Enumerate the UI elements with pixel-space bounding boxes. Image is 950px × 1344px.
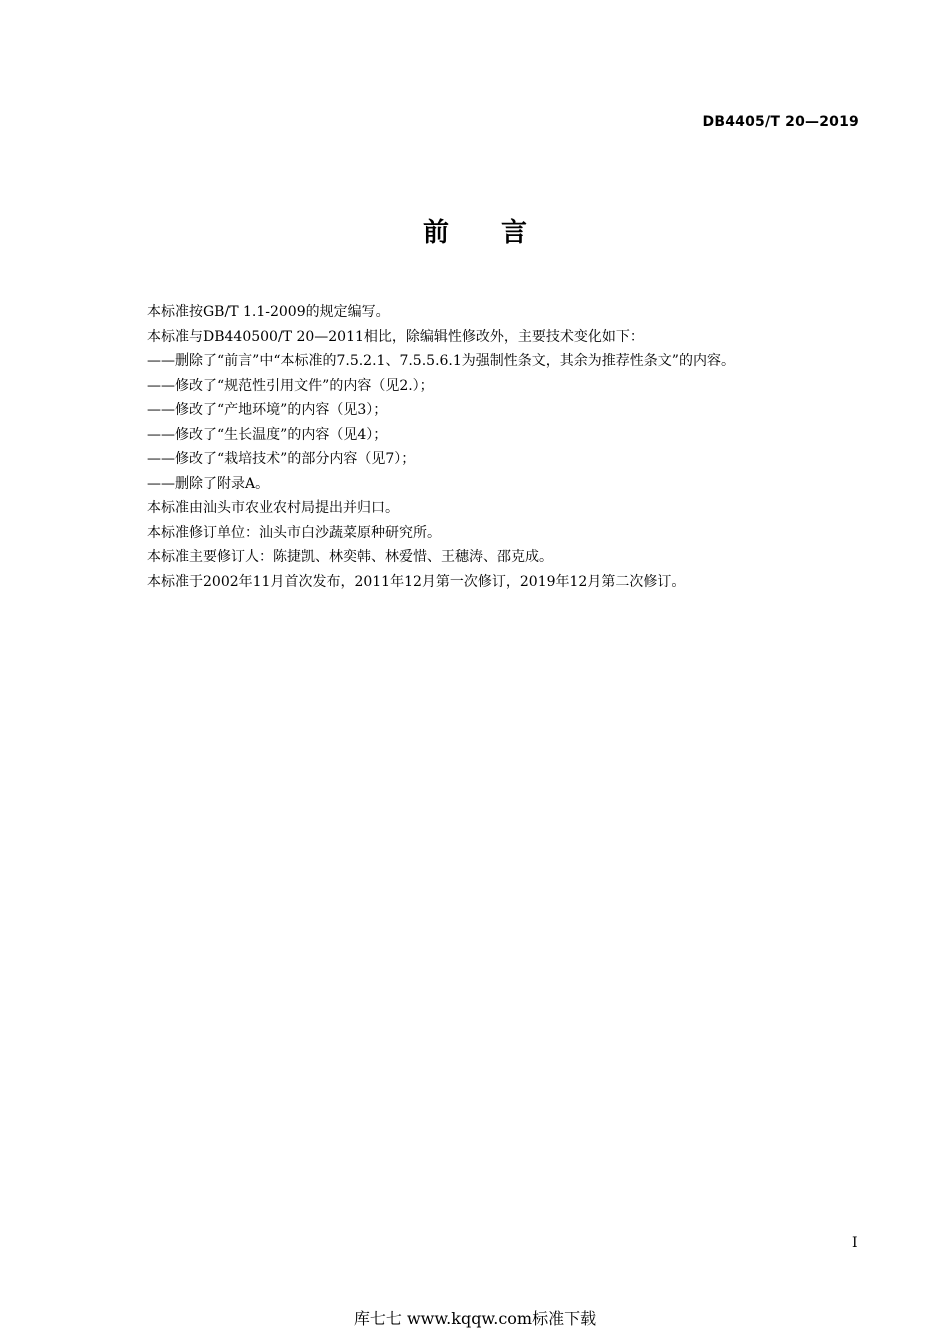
title-char-2: 言 [501,218,528,248]
paragraph: 本标准与DB440500/T 20—2011相比，除编辑性修改外，主要技术变化如下： [147,328,644,345]
change-item: ——删除了附录A。 [147,475,270,492]
paragraph: 本标准由汕头市农业农村局提出并归口。 [147,500,399,516]
page-title [0,212,950,249]
page-number: I [852,1235,858,1251]
change-item: ——修改了“生长温度”的内容（见4）； [147,426,388,443]
change-item: ——修改了“产地环境”的内容（见3）； [147,402,388,418]
document-code: DB4405/T 20—2019 [702,114,859,130]
paragraph: 本标准修订单位：汕头市白沙蔬菜原种研究所。 [147,524,441,541]
paragraph: 本标准按GB/T 1.1-2009的规定编写。 [147,304,390,320]
change-item: ——删除了“前言”中“本标准的7.5.2.1、7.5.5.6.1为强制性条文，其余为推荐性条文”的内容。 [147,353,735,369]
paragraph: 本标准于2002年11月首次发布，2011年12月第一次修订，2019年12月第二次修订。 [147,573,686,590]
change-item: ——修改了“栽培技术”的部分内容（见7）； [147,451,416,467]
footer-watermark: 库七七 www.kqqw.com标准下载 [353,1309,597,1328]
foreword-body [147,300,877,594]
title-char-1: 前 [422,218,449,248]
change-item: ——修改了“规范性引用文件”的内容（见2.）； [147,377,434,394]
paragraph: 本标准主要修订人：陈捷凯、林奕韩、林爱惜、王穗涛、邵克成。 [147,549,553,565]
